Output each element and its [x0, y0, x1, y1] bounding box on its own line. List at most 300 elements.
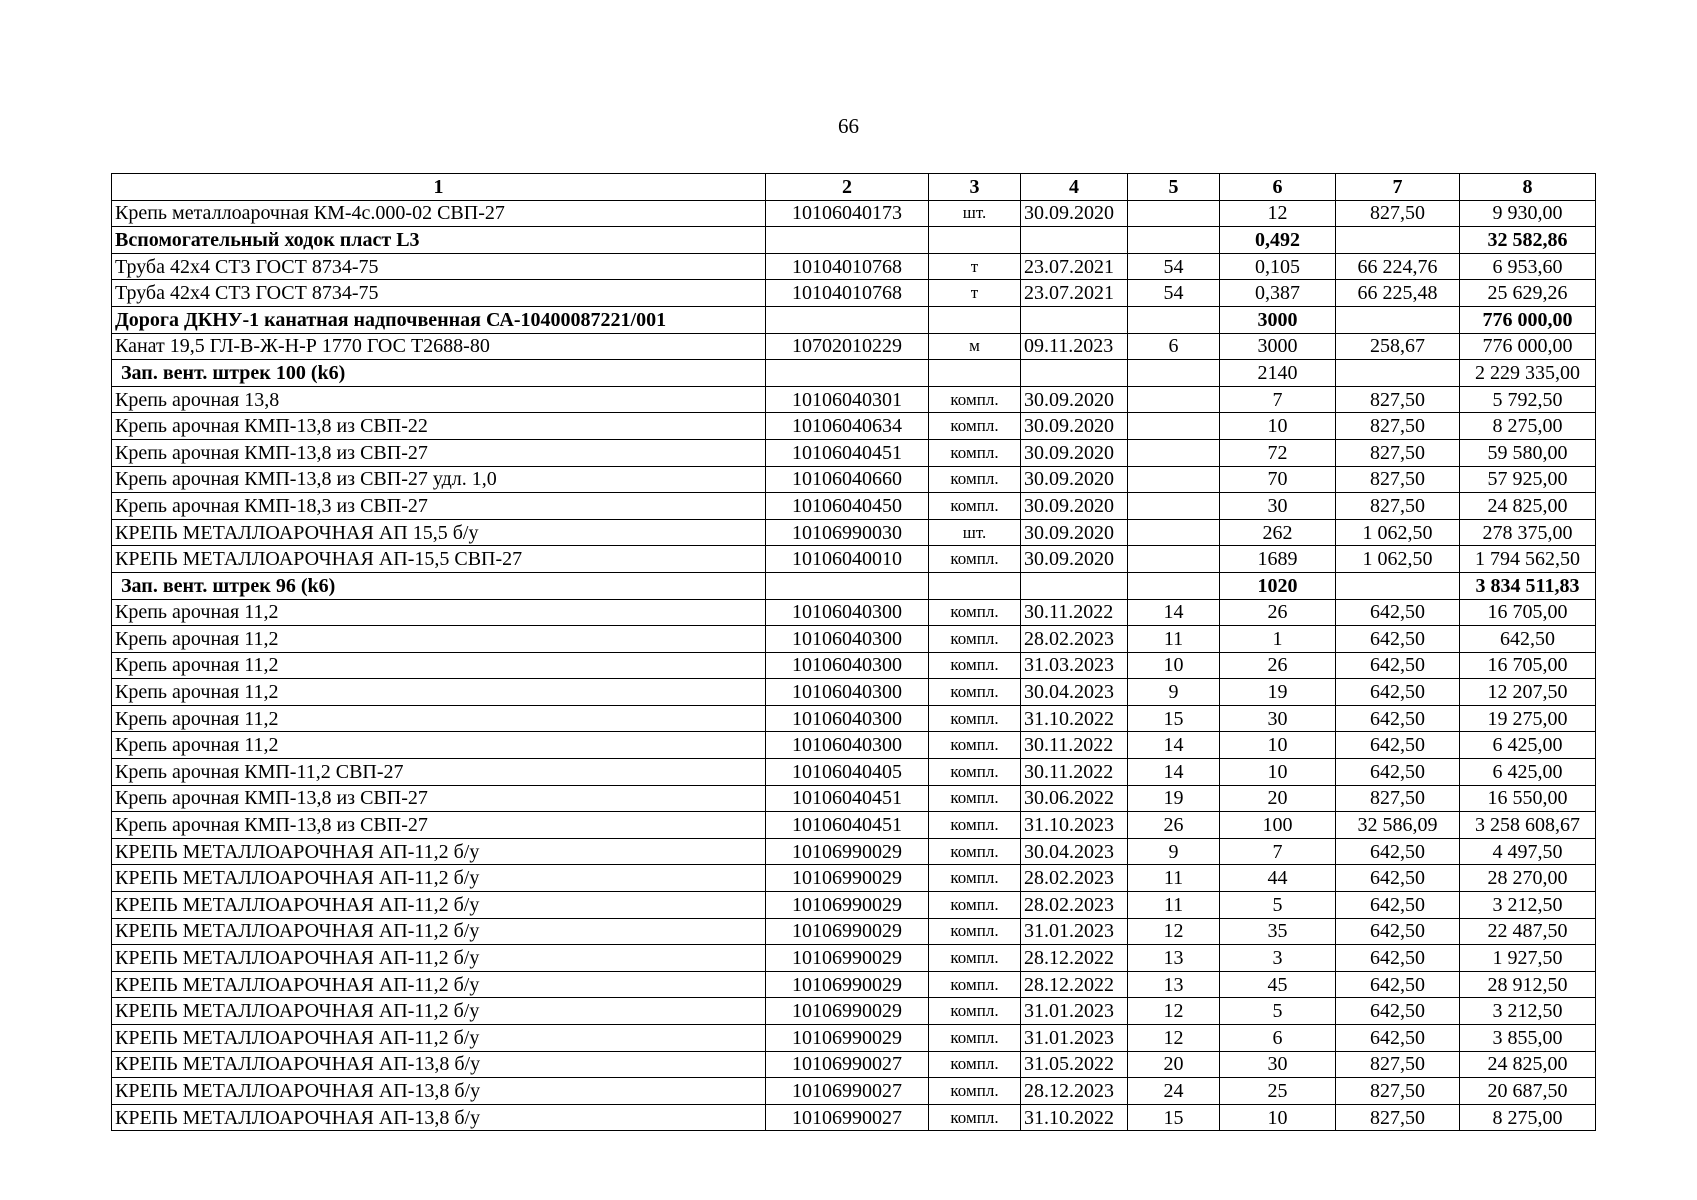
table-row: [112, 759, 1596, 786]
date-cell: 30.04.2023: [1021, 838, 1128, 865]
price-cell: 827,50: [1336, 466, 1460, 493]
unit-cell: т: [929, 253, 1021, 280]
price-cell: 642,50: [1336, 918, 1460, 945]
item-code-cell: [766, 360, 929, 387]
date-cell: 31.01.2023: [1021, 1025, 1128, 1052]
item-name-cell: Крепь арочная КМП-11,2 СВП-27: [112, 759, 766, 786]
item-name-cell: КРЕПЬ МЕТАЛЛОАРОЧНАЯ АП-11,2 б/у: [112, 865, 766, 892]
quantity-cell: 1: [1220, 626, 1336, 653]
table-row: [112, 200, 1596, 227]
total-cell: 32 582,86: [1460, 227, 1596, 254]
total-cell: 16 705,00: [1460, 652, 1596, 679]
item-name-cell: КРЕПЬ МЕТАЛЛОАРОЧНАЯ АП-11,2 б/у: [112, 971, 766, 998]
total-cell: 3 258 608,67: [1460, 812, 1596, 839]
unit-cell: компл.: [929, 626, 1021, 653]
price-cell: 1 062,50: [1336, 519, 1460, 546]
header-cell: 4: [1021, 174, 1128, 201]
item-name-cell: Крепь арочная КМП-18,3 из СВП-27: [112, 493, 766, 520]
col5-cell: 13: [1128, 971, 1220, 998]
header-cell: 2: [766, 174, 929, 201]
item-code-cell: 10106040300: [766, 705, 929, 732]
quantity-cell: 0,105: [1220, 253, 1336, 280]
unit-cell: т: [929, 280, 1021, 307]
price-cell: 827,50: [1336, 413, 1460, 440]
table-row: [112, 413, 1596, 440]
quantity-cell: 3000: [1220, 306, 1336, 333]
table-row: [112, 466, 1596, 493]
unit-cell: компл.: [929, 892, 1021, 919]
date-cell: 30.09.2020: [1021, 466, 1128, 493]
unit-cell: компл.: [929, 1025, 1021, 1052]
date-cell: 09.11.2023: [1021, 333, 1128, 360]
item-name-cell: Крепь арочная КМП-13,8 из СВП-27: [112, 439, 766, 466]
item-name-cell: Крепь металлоарочная КМ-4с.000-02 СВП-27: [112, 200, 766, 227]
unit-cell: компл.: [929, 785, 1021, 812]
quantity-cell: 10: [1220, 1104, 1336, 1131]
group-header-row: [112, 360, 1596, 387]
price-cell: [1336, 227, 1460, 254]
quantity-cell: 5: [1220, 998, 1336, 1025]
price-cell: 642,50: [1336, 705, 1460, 732]
date-cell: 28.02.2023: [1021, 892, 1128, 919]
price-cell: [1336, 360, 1460, 387]
item-name-cell: Крепь арочная КМП-13,8 из СВП-22: [112, 413, 766, 440]
unit-cell: компл.: [929, 759, 1021, 786]
header-row: [112, 174, 1596, 201]
price-cell: 32 586,09: [1336, 812, 1460, 839]
total-cell: 24 825,00: [1460, 493, 1596, 520]
table-row: [112, 971, 1596, 998]
item-code-cell: 10106990027: [766, 1104, 929, 1131]
item-code-cell: 10106040301: [766, 386, 929, 413]
col5-cell: [1128, 493, 1220, 520]
item-name-cell: Крепь арочная 11,2: [112, 652, 766, 679]
price-cell: 827,50: [1336, 386, 1460, 413]
table-row: [112, 998, 1596, 1025]
date-cell: 31.10.2022: [1021, 705, 1128, 732]
item-code-cell: 10106040451: [766, 812, 929, 839]
unit-cell: [929, 306, 1021, 333]
item-code-cell: 10106990027: [766, 1078, 929, 1105]
item-name-cell: Крепь арочная 11,2: [112, 679, 766, 706]
quantity-cell: 3: [1220, 945, 1336, 972]
item-code-cell: 10106040300: [766, 652, 929, 679]
date-cell: 30.11.2022: [1021, 599, 1128, 626]
table-row: [112, 1051, 1596, 1078]
total-cell: 776 000,00: [1460, 333, 1596, 360]
item-code-cell: 10106040300: [766, 679, 929, 706]
total-cell: 12 207,50: [1460, 679, 1596, 706]
item-name-cell: Крепь арочная 11,2: [112, 732, 766, 759]
quantity-cell: 100: [1220, 812, 1336, 839]
price-cell: 1 062,50: [1336, 546, 1460, 573]
table-row: [112, 626, 1596, 653]
item-code-cell: [766, 227, 929, 254]
date-cell: [1021, 227, 1128, 254]
table-row: [112, 918, 1596, 945]
item-name-cell: КРЕПЬ МЕТАЛЛОАРОЧНАЯ АП-11,2 б/у: [112, 998, 766, 1025]
price-cell: 642,50: [1336, 865, 1460, 892]
quantity-cell: 30: [1220, 705, 1336, 732]
date-cell: 28.12.2022: [1021, 971, 1128, 998]
item-code-cell: 10106040300: [766, 599, 929, 626]
quantity-cell: 26: [1220, 599, 1336, 626]
page-number: 66: [838, 114, 859, 138]
quantity-cell: 262: [1220, 519, 1336, 546]
unit-cell: компл.: [929, 439, 1021, 466]
col5-cell: [1128, 413, 1220, 440]
total-cell: 1 927,50: [1460, 945, 1596, 972]
col5-cell: [1128, 306, 1220, 333]
group-header-row: [112, 572, 1596, 599]
quantity-cell: 1689: [1220, 546, 1336, 573]
table-body: [112, 200, 1596, 1131]
group-title-cell: Вспомогательный ходок пласт L3: [112, 227, 766, 254]
date-cell: 28.02.2023: [1021, 865, 1128, 892]
date-cell: 31.03.2023: [1021, 652, 1128, 679]
item-code-cell: 10106990027: [766, 1051, 929, 1078]
group-header-row: [112, 227, 1596, 254]
item-code-cell: 10106040451: [766, 439, 929, 466]
total-cell: 22 487,50: [1460, 918, 1596, 945]
col5-cell: 15: [1128, 705, 1220, 732]
unit-cell: компл.: [929, 652, 1021, 679]
total-cell: 24 825,00: [1460, 1051, 1596, 1078]
table-row: [112, 493, 1596, 520]
date-cell: 30.11.2022: [1021, 732, 1128, 759]
col5-cell: [1128, 572, 1220, 599]
unit-cell: компл.: [929, 812, 1021, 839]
price-cell: 642,50: [1336, 998, 1460, 1025]
date-cell: 30.11.2022: [1021, 759, 1128, 786]
quantity-cell: 0,492: [1220, 227, 1336, 254]
col5-cell: 9: [1128, 838, 1220, 865]
price-cell: 642,50: [1336, 838, 1460, 865]
unit-cell: компл.: [929, 705, 1021, 732]
quantity-cell: 25: [1220, 1078, 1336, 1105]
col5-cell: 6: [1128, 333, 1220, 360]
total-cell: 8 275,00: [1460, 1104, 1596, 1131]
item-name-cell: Крепь арочная 11,2: [112, 599, 766, 626]
table-row: [112, 785, 1596, 812]
date-cell: 31.01.2023: [1021, 918, 1128, 945]
table-row: [112, 892, 1596, 919]
quantity-cell: 72: [1220, 439, 1336, 466]
table-row: [112, 280, 1596, 307]
price-cell: 66 224,76: [1336, 253, 1460, 280]
col5-cell: 14: [1128, 759, 1220, 786]
item-name-cell: КРЕПЬ МЕТАЛЛОАРОЧНАЯ АП-13,8 б/у: [112, 1078, 766, 1105]
total-cell: 2 229 335,00: [1460, 360, 1596, 387]
unit-cell: компл.: [929, 1078, 1021, 1105]
date-cell: 30.09.2020: [1021, 546, 1128, 573]
item-code-cell: [766, 572, 929, 599]
item-name-cell: Крепь арочная 13,8: [112, 386, 766, 413]
table-row: [112, 705, 1596, 732]
total-cell: 28 270,00: [1460, 865, 1596, 892]
item-code-cell: 10106990029: [766, 892, 929, 919]
item-code-cell: 10106040660: [766, 466, 929, 493]
date-cell: 30.04.2023: [1021, 679, 1128, 706]
table-row: [112, 1104, 1596, 1131]
table-row: [112, 439, 1596, 466]
col5-cell: 11: [1128, 892, 1220, 919]
unit-cell: компл.: [929, 599, 1021, 626]
col5-cell: 9: [1128, 679, 1220, 706]
col5-cell: [1128, 439, 1220, 466]
quantity-cell: 10: [1220, 759, 1336, 786]
header-cell: 6: [1220, 174, 1336, 201]
total-cell: 6 425,00: [1460, 732, 1596, 759]
col5-cell: 10: [1128, 652, 1220, 679]
quantity-cell: 30: [1220, 493, 1336, 520]
col5-cell: 54: [1128, 253, 1220, 280]
col5-cell: 12: [1128, 918, 1220, 945]
item-code-cell: 10702010229: [766, 333, 929, 360]
item-code-cell: 10106990029: [766, 945, 929, 972]
header-cell: 7: [1336, 174, 1460, 201]
date-cell: 28.12.2022: [1021, 945, 1128, 972]
total-cell: 28 912,50: [1460, 971, 1596, 998]
unit-cell: [929, 227, 1021, 254]
total-cell: 16 550,00: [1460, 785, 1596, 812]
item-name-cell: Крепь арочная КМП-13,8 из СВП-27: [112, 812, 766, 839]
col5-cell: 13: [1128, 945, 1220, 972]
total-cell: 1 794 562,50: [1460, 546, 1596, 573]
price-cell: 827,50: [1336, 1078, 1460, 1105]
price-cell: 827,50: [1336, 200, 1460, 227]
unit-cell: компл.: [929, 1051, 1021, 1078]
quantity-cell: 26: [1220, 652, 1336, 679]
total-cell: 642,50: [1460, 626, 1596, 653]
date-cell: 30.09.2020: [1021, 519, 1128, 546]
col5-cell: [1128, 227, 1220, 254]
date-cell: 31.05.2022: [1021, 1051, 1128, 1078]
price-cell: 642,50: [1336, 945, 1460, 972]
date-cell: 31.10.2023: [1021, 812, 1128, 839]
table-row: [112, 253, 1596, 280]
table-row: [112, 812, 1596, 839]
price-cell: 827,50: [1336, 493, 1460, 520]
quantity-cell: 45: [1220, 971, 1336, 998]
item-name-cell: Крепь арочная 11,2: [112, 705, 766, 732]
total-cell: 3 212,50: [1460, 892, 1596, 919]
item-name-cell: КРЕПЬ МЕТАЛЛОАРОЧНАЯ АП-13,8 б/у: [112, 1104, 766, 1131]
unit-cell: компл.: [929, 998, 1021, 1025]
item-code-cell: 10106990029: [766, 838, 929, 865]
quantity-cell: 10: [1220, 732, 1336, 759]
total-cell: 5 792,50: [1460, 386, 1596, 413]
date-cell: 30.09.2020: [1021, 439, 1128, 466]
unit-cell: компл.: [929, 865, 1021, 892]
col5-cell: [1128, 360, 1220, 387]
total-cell: 3 855,00: [1460, 1025, 1596, 1052]
item-name-cell: КРЕПЬ МЕТАЛЛОАРОЧНАЯ АП-11,2 б/у: [112, 838, 766, 865]
item-code-cell: 10106040634: [766, 413, 929, 440]
date-cell: [1021, 572, 1128, 599]
unit-cell: компл.: [929, 838, 1021, 865]
item-code-cell: 10106040300: [766, 732, 929, 759]
item-code-cell: 10106040451: [766, 785, 929, 812]
item-code-cell: 10106990030: [766, 519, 929, 546]
date-cell: 28.02.2023: [1021, 626, 1128, 653]
col5-cell: 11: [1128, 626, 1220, 653]
item-code-cell: 10106040173: [766, 200, 929, 227]
total-cell: 8 275,00: [1460, 413, 1596, 440]
item-name-cell: КРЕПЬ МЕТАЛЛОАРОЧНАЯ АП 15,5 б/у: [112, 519, 766, 546]
group-title-cell: Зап. вент. штрек 100 (k6): [112, 360, 766, 387]
col5-cell: 12: [1128, 1025, 1220, 1052]
table-row: [112, 386, 1596, 413]
item-name-cell: Труба 42х4 СТ3 ГОСТ 8734-75: [112, 280, 766, 307]
header-cell: 8: [1460, 174, 1596, 201]
item-code-cell: 10106040300: [766, 626, 929, 653]
item-code-cell: 10106990029: [766, 971, 929, 998]
total-cell: 25 629,26: [1460, 280, 1596, 307]
item-name-cell: Крепь арочная 11,2: [112, 626, 766, 653]
price-cell: 827,50: [1336, 1104, 1460, 1131]
date-cell: 28.12.2023: [1021, 1078, 1128, 1105]
col5-cell: 11: [1128, 865, 1220, 892]
item-code-cell: [766, 306, 929, 333]
quantity-cell: 1020: [1220, 572, 1336, 599]
item-name-cell: КРЕПЬ МЕТАЛЛОАРОЧНАЯ АП-13,8 б/у: [112, 1051, 766, 1078]
header-cell: 3: [929, 174, 1021, 201]
unit-cell: компл.: [929, 732, 1021, 759]
quantity-cell: 10: [1220, 413, 1336, 440]
table-row: [112, 865, 1596, 892]
price-cell: 642,50: [1336, 971, 1460, 998]
price-cell: 642,50: [1336, 652, 1460, 679]
col5-cell: 15: [1128, 1104, 1220, 1131]
unit-cell: компл.: [929, 971, 1021, 998]
price-cell: 642,50: [1336, 1025, 1460, 1052]
table-row: [112, 333, 1596, 360]
total-cell: 20 687,50: [1460, 1078, 1596, 1105]
price-cell: 827,50: [1336, 785, 1460, 812]
item-code-cell: 10106990029: [766, 1025, 929, 1052]
table-row: [112, 519, 1596, 546]
table-row: [112, 546, 1596, 573]
unit-cell: шт.: [929, 200, 1021, 227]
date-cell: 31.01.2023: [1021, 998, 1128, 1025]
date-cell: 30.09.2020: [1021, 493, 1128, 520]
total-cell: 776 000,00: [1460, 306, 1596, 333]
quantity-cell: 30: [1220, 1051, 1336, 1078]
price-cell: 66 225,48: [1336, 280, 1460, 307]
quantity-cell: 44: [1220, 865, 1336, 892]
total-cell: 16 705,00: [1460, 599, 1596, 626]
date-cell: 23.07.2021: [1021, 253, 1128, 280]
group-title-cell: Дорога ДКНУ-1 канатная надпочвенная СА-10400087221/001: [112, 306, 766, 333]
item-name-cell: КРЕПЬ МЕТАЛЛОАРОЧНАЯ АП-11,2 б/у: [112, 1025, 766, 1052]
quantity-cell: 0,387: [1220, 280, 1336, 307]
col5-cell: 20: [1128, 1051, 1220, 1078]
item-code-cell: 10106990029: [766, 998, 929, 1025]
total-cell: 3 834 511,83: [1460, 572, 1596, 599]
item-name-cell: КРЕПЬ МЕТАЛЛОАРОЧНАЯ АП-11,2 б/у: [112, 945, 766, 972]
table-row: [112, 599, 1596, 626]
col5-cell: [1128, 519, 1220, 546]
quantity-cell: 6: [1220, 1025, 1336, 1052]
quantity-cell: 19: [1220, 679, 1336, 706]
item-name-cell: Крепь арочная КМП-13,8 из СВП-27 удл. 1,0: [112, 466, 766, 493]
total-cell: 6 953,60: [1460, 253, 1596, 280]
total-cell: 9 930,00: [1460, 200, 1596, 227]
table-row: [112, 1025, 1596, 1052]
price-cell: 642,50: [1336, 732, 1460, 759]
price-cell: [1336, 572, 1460, 599]
table-row: [112, 945, 1596, 972]
quantity-cell: 5: [1220, 892, 1336, 919]
price-cell: [1336, 306, 1460, 333]
quantity-cell: 7: [1220, 386, 1336, 413]
unit-cell: компл.: [929, 413, 1021, 440]
total-cell: 3 212,50: [1460, 998, 1596, 1025]
item-name-cell: КРЕПЬ МЕТАЛЛОАРОЧНАЯ АП-11,2 б/у: [112, 918, 766, 945]
total-cell: 4 497,50: [1460, 838, 1596, 865]
item-code-cell: 10106040450: [766, 493, 929, 520]
unit-cell: компл.: [929, 679, 1021, 706]
price-cell: 642,50: [1336, 759, 1460, 786]
unit-cell: [929, 360, 1021, 387]
table-row: [112, 732, 1596, 759]
price-cell: 642,50: [1336, 679, 1460, 706]
unit-cell: м: [929, 333, 1021, 360]
unit-cell: компл.: [929, 945, 1021, 972]
col5-cell: 12: [1128, 998, 1220, 1025]
quantity-cell: 35: [1220, 918, 1336, 945]
quantity-cell: 7: [1220, 838, 1336, 865]
date-cell: 30.06.2022: [1021, 785, 1128, 812]
item-code-cell: 10106990029: [766, 918, 929, 945]
table-row: [112, 1078, 1596, 1105]
inventory-table: [111, 173, 1596, 1131]
col5-cell: 54: [1128, 280, 1220, 307]
date-cell: [1021, 360, 1128, 387]
header-cell: 5: [1128, 174, 1220, 201]
item-code-cell: 10106040405: [766, 759, 929, 786]
unit-cell: компл.: [929, 386, 1021, 413]
item-code-cell: 10106040010: [766, 546, 929, 573]
col5-cell: [1128, 386, 1220, 413]
quantity-cell: 2140: [1220, 360, 1336, 387]
col5-cell: [1128, 546, 1220, 573]
table-row: [112, 838, 1596, 865]
unit-cell: компл.: [929, 493, 1021, 520]
item-code-cell: 10106990029: [766, 865, 929, 892]
item-code-cell: 10104010768: [766, 280, 929, 307]
date-cell: 30.09.2020: [1021, 413, 1128, 440]
price-cell: 642,50: [1336, 892, 1460, 919]
group-title-cell: Зап. вент. штрек 96 (k6): [112, 572, 766, 599]
price-cell: 827,50: [1336, 1051, 1460, 1078]
table-row: [112, 652, 1596, 679]
quantity-cell: 3000: [1220, 333, 1336, 360]
item-name-cell: КРЕПЬ МЕТАЛЛОАРОЧНАЯ АП-15,5 СВП-27: [112, 546, 766, 573]
unit-cell: [929, 572, 1021, 599]
price-cell: 642,50: [1336, 599, 1460, 626]
item-name-cell: Крепь арочная КМП-13,8 из СВП-27: [112, 785, 766, 812]
total-cell: 57 925,00: [1460, 466, 1596, 493]
col5-cell: 19: [1128, 785, 1220, 812]
col5-cell: 14: [1128, 732, 1220, 759]
quantity-cell: 12: [1220, 200, 1336, 227]
group-header-row: [112, 306, 1596, 333]
total-cell: 19 275,00: [1460, 705, 1596, 732]
col5-cell: 26: [1128, 812, 1220, 839]
item-name-cell: КРЕПЬ МЕТАЛЛОАРОЧНАЯ АП-11,2 б/у: [112, 892, 766, 919]
